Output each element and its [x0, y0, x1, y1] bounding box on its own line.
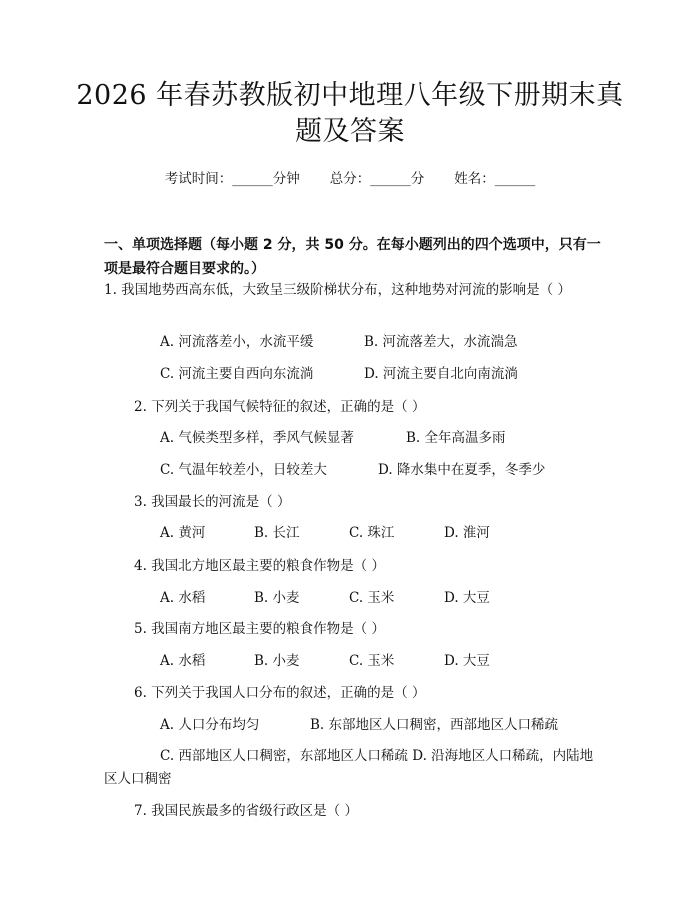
question-5-option-d: D. 大豆	[444, 653, 490, 669]
title-line-1: 2026 年春苏教版初中地理八年级下册期末真	[76, 80, 624, 111]
question-6-option-c: C. 西部地区人口稠密，东部地区人口稀疏	[160, 748, 408, 764]
question-1-option-b: B. 河流落差大，水流湍急	[364, 334, 518, 350]
title-line-2: 题及答案	[295, 116, 405, 147]
question-4-option-b: B. 小麦	[254, 590, 300, 606]
question-6-option-d: D. 沿海地区人口稀疏，内陆地区人口稠密	[104, 748, 594, 787]
question-1-option-c: C. 河流主要自西向东流淌	[160, 366, 314, 382]
question-6-stem: 6. 下列关于我国人口分布的叙述，正确的是（ ）	[134, 685, 426, 701]
question-5-option-a: A. 水稻	[160, 653, 206, 669]
question-3-stem: 3. 我国最长的河流是（ ）	[134, 494, 291, 510]
question-1-stem: 1. 我国地势西高东低，大致呈三级阶梯状分布，这种地势对河流的影响是（ ）	[104, 282, 571, 298]
question-2-option-a: A. 气候类型多样，季风气候显著	[160, 430, 354, 446]
question-4-option-d: D. 大豆	[444, 590, 490, 606]
exam-meta	[0, 167, 700, 187]
question-3-option-b: B. 长江	[254, 525, 300, 541]
question-6-option-b: B. 东部地区人口稠密，西部地区人口稀疏	[310, 717, 559, 733]
question-7-stem: 7. 我国民族最多的省级行政区是（ ）	[134, 803, 358, 819]
exam-title	[60, 78, 640, 150]
question-3-option-c: C. 珠江	[349, 525, 395, 541]
section-heading: 一、单项选择题（每小题 2 分，共 50 分。在每小题列出的四个选项中，只有一项是最符合题目要求的。）	[104, 237, 601, 277]
question-2-option-c: C. 气温年较差小，日较差大	[160, 462, 327, 478]
question-2-option-d: D. 降水集中在夏季，冬季少	[378, 462, 546, 478]
exam-time-label: 考试时间：______分钟	[164, 171, 300, 187]
question-5-option-b: B. 小麦	[254, 653, 300, 669]
question-6-option-a: A. 人口分布均匀	[160, 717, 260, 733]
question-1-option-a: A. 河流落差小，水流平缓	[160, 334, 314, 350]
question-6-options-cd	[104, 745, 604, 791]
question-3-option-d: D. 淮河	[444, 525, 490, 541]
question-5-option-c: C. 玉米	[349, 653, 395, 669]
question-3-option-a: A. 黄河	[160, 525, 206, 541]
total-score-label: 总分：______分	[329, 171, 425, 187]
question-5-stem: 5. 我国南方地区最主要的粮食作物是（ ）	[134, 621, 385, 637]
question-4-option-a: A. 水稻	[160, 590, 206, 606]
question-4-stem: 4. 我国北方地区最主要的粮食作物是（ ）	[134, 558, 385, 574]
question-2-option-b: B. 全年高温多雨	[406, 430, 506, 446]
question-2-stem: 2. 下列关于我国气候特征的叙述，正确的是（ ）	[134, 399, 426, 415]
question-4-option-c: C. 玉米	[349, 590, 395, 606]
question-1-option-d: D. 河流主要自北向南流淌	[364, 366, 518, 382]
student-name-label: 姓名：______	[454, 171, 536, 187]
